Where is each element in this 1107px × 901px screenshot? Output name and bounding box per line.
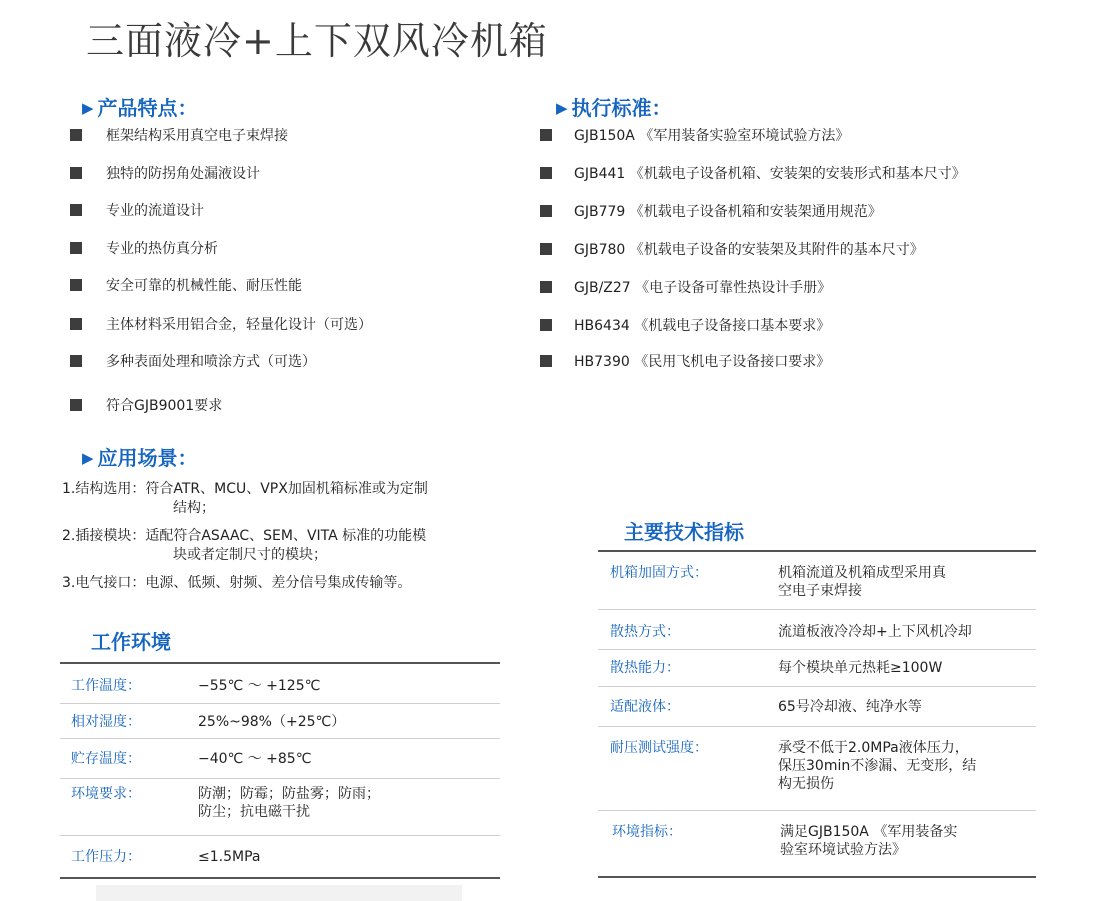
feature-text: 框架结构采用真空电子束焊接: [106, 128, 288, 144]
list-item: [62, 574, 411, 593]
table-row: [598, 610, 1036, 650]
table-row: [598, 552, 1036, 610]
specs-heading: 主要技术指标: [624, 520, 744, 544]
square-bullet-icon: [70, 355, 82, 367]
applications-heading: [82, 442, 198, 471]
table-value: ≤1.5MPa: [198, 849, 261, 865]
table-key: 工作温度：: [71, 678, 141, 694]
feature-text: 多种表面处理和喷涂方式（可选）: [106, 354, 316, 370]
table-key: 贮存温度：: [71, 751, 141, 767]
feature-text: 独特的防拐角处漏液设计: [106, 166, 260, 182]
table-value: 构无损伤: [778, 776, 834, 792]
list-item: [540, 317, 830, 335]
table-value: 65号冷却液、纯净水等: [778, 699, 922, 715]
table-value: −55℃ ～ +125℃: [198, 678, 321, 694]
table-row: [598, 687, 1036, 727]
list-item: [540, 241, 924, 259]
table-value: 满足GJB150A 《军用装备实: [780, 824, 958, 840]
applications-heading-label: 应用场景：: [97, 446, 198, 470]
footer-bar: [96, 885, 462, 901]
feature-text: 安全可靠的机械性能、耐压性能: [106, 278, 302, 294]
square-bullet-icon: [70, 129, 82, 141]
triangle-icon: ▶: [556, 99, 568, 117]
list-item: [70, 277, 302, 295]
square-bullet-icon: [540, 129, 552, 141]
specs-table: [598, 550, 1036, 878]
table-value: 承受不低于2.0MPa液体压力，: [778, 740, 969, 756]
page-title: 三面液冷+上下双风冷机箱: [86, 19, 548, 63]
table-row: [60, 836, 500, 877]
table-row: [60, 739, 500, 779]
list-item: [62, 480, 428, 518]
table-row: [598, 650, 1036, 687]
table-row: [598, 811, 1036, 876]
list-item: [70, 397, 222, 415]
list-item: [540, 279, 831, 297]
table-value: 验室环境试验方法》: [780, 842, 906, 858]
application-lead: 3.电气接口：电源、低频、射频、差分信号集成传输等。: [62, 575, 412, 591]
table-value: 防尘；抗电磁干扰: [198, 804, 310, 820]
standard-text: GJB/Z27 《电子设备可靠性热设计手册》: [574, 280, 832, 296]
environment-table: [60, 662, 500, 879]
list-item: [540, 165, 966, 183]
square-bullet-icon: [70, 279, 82, 291]
list-item: [540, 203, 882, 221]
table-key: 相对湿度：: [71, 714, 141, 730]
table-value: −40℃ ～ +85℃: [198, 751, 312, 767]
table-key: 工作压力：: [71, 849, 141, 865]
square-bullet-icon: [540, 319, 552, 331]
table-row: [60, 704, 500, 739]
table-value: 机箱流道及机箱成型采用真: [778, 565, 946, 581]
application-continuation: 结构；: [173, 500, 215, 516]
features-heading: [82, 92, 198, 121]
table-value: 每个模块单元热耗≥100W: [778, 660, 943, 676]
square-bullet-icon: [70, 204, 82, 216]
table-value: 25%~98%（+25℃）: [198, 714, 346, 730]
square-bullet-icon: [70, 399, 82, 411]
square-bullet-icon: [540, 167, 552, 179]
square-bullet-icon: [540, 205, 552, 217]
standards-heading: [556, 92, 672, 121]
list-item: [70, 240, 218, 258]
application-lead: 2.插接模块：适配符合ASAAC、SEM、VITA 标准的功能模: [62, 528, 427, 544]
square-bullet-icon: [70, 242, 82, 254]
standard-text: HB7390 《民用飞机电子设备接口要求》: [574, 354, 831, 370]
square-bullet-icon: [540, 355, 552, 367]
table-key: 机箱加固方式：: [610, 565, 708, 581]
list-item: [70, 202, 204, 220]
table-key: 散热方式：: [610, 624, 680, 640]
table-row: [598, 727, 1036, 811]
feature-text: 符合GJB9001要求: [106, 398, 223, 414]
table-row: [60, 779, 500, 836]
standard-text: GJB780 《机载电子设备的安装架及其附件的基本尺寸》: [574, 242, 924, 258]
table-value: 防潮；防霉；防盐雾；防雨；: [198, 786, 380, 802]
table-key: 环境指标：: [612, 824, 682, 840]
list-item: [70, 165, 260, 183]
square-bullet-icon: [540, 281, 552, 293]
standard-text: GJB441 《机载电子设备机箱、安装架的安装形式和基本尺寸》: [574, 166, 966, 182]
feature-text: 专业的流道设计: [106, 203, 204, 219]
table-key: 适配液体：: [610, 699, 680, 715]
application-continuation: 块或者定制尺寸的模块；: [173, 547, 327, 563]
feature-text: 主体材料采用铝合金，轻量化设计（可选）: [106, 317, 372, 333]
list-item: [540, 353, 830, 371]
application-lead: 1.结构选用：符合ATR、MCU、VPX加固机箱标准或为定制: [62, 481, 428, 497]
table-key: 散热能力：: [610, 660, 680, 676]
standard-text: HB6434 《机载电子设备接口基本要求》: [574, 318, 831, 334]
environment-heading: 工作环境: [91, 630, 171, 654]
feature-text: 专业的热仿真分析: [106, 241, 218, 257]
table-row: [60, 664, 500, 704]
square-bullet-icon: [70, 167, 82, 179]
list-item: [62, 527, 426, 565]
standard-text: GJB779 《机载电子设备机箱和安装架通用规范》: [574, 204, 882, 220]
table-value: 空电子束焊接: [778, 583, 862, 599]
list-item: [540, 127, 849, 145]
table-key: 环境要求：: [71, 786, 141, 802]
triangle-icon: ▶: [82, 99, 94, 117]
square-bullet-icon: [70, 318, 82, 330]
list-item: [70, 127, 288, 145]
list-item: [70, 353, 316, 371]
table-value: 流道板液冷冷却+上下风机冷却: [778, 624, 972, 640]
standard-text: GJB150A 《军用装备实验室环境试验方法》: [574, 128, 850, 144]
list-item: [70, 316, 372, 334]
square-bullet-icon: [540, 243, 552, 255]
standards-heading-label: 执行标准：: [571, 96, 672, 120]
table-value: 保压30min不渗漏、无变形，结: [778, 758, 977, 774]
table-key: 耐压测试强度：: [610, 740, 708, 756]
features-heading-label: 产品特点：: [97, 96, 198, 120]
triangle-icon: ▶: [82, 449, 94, 467]
